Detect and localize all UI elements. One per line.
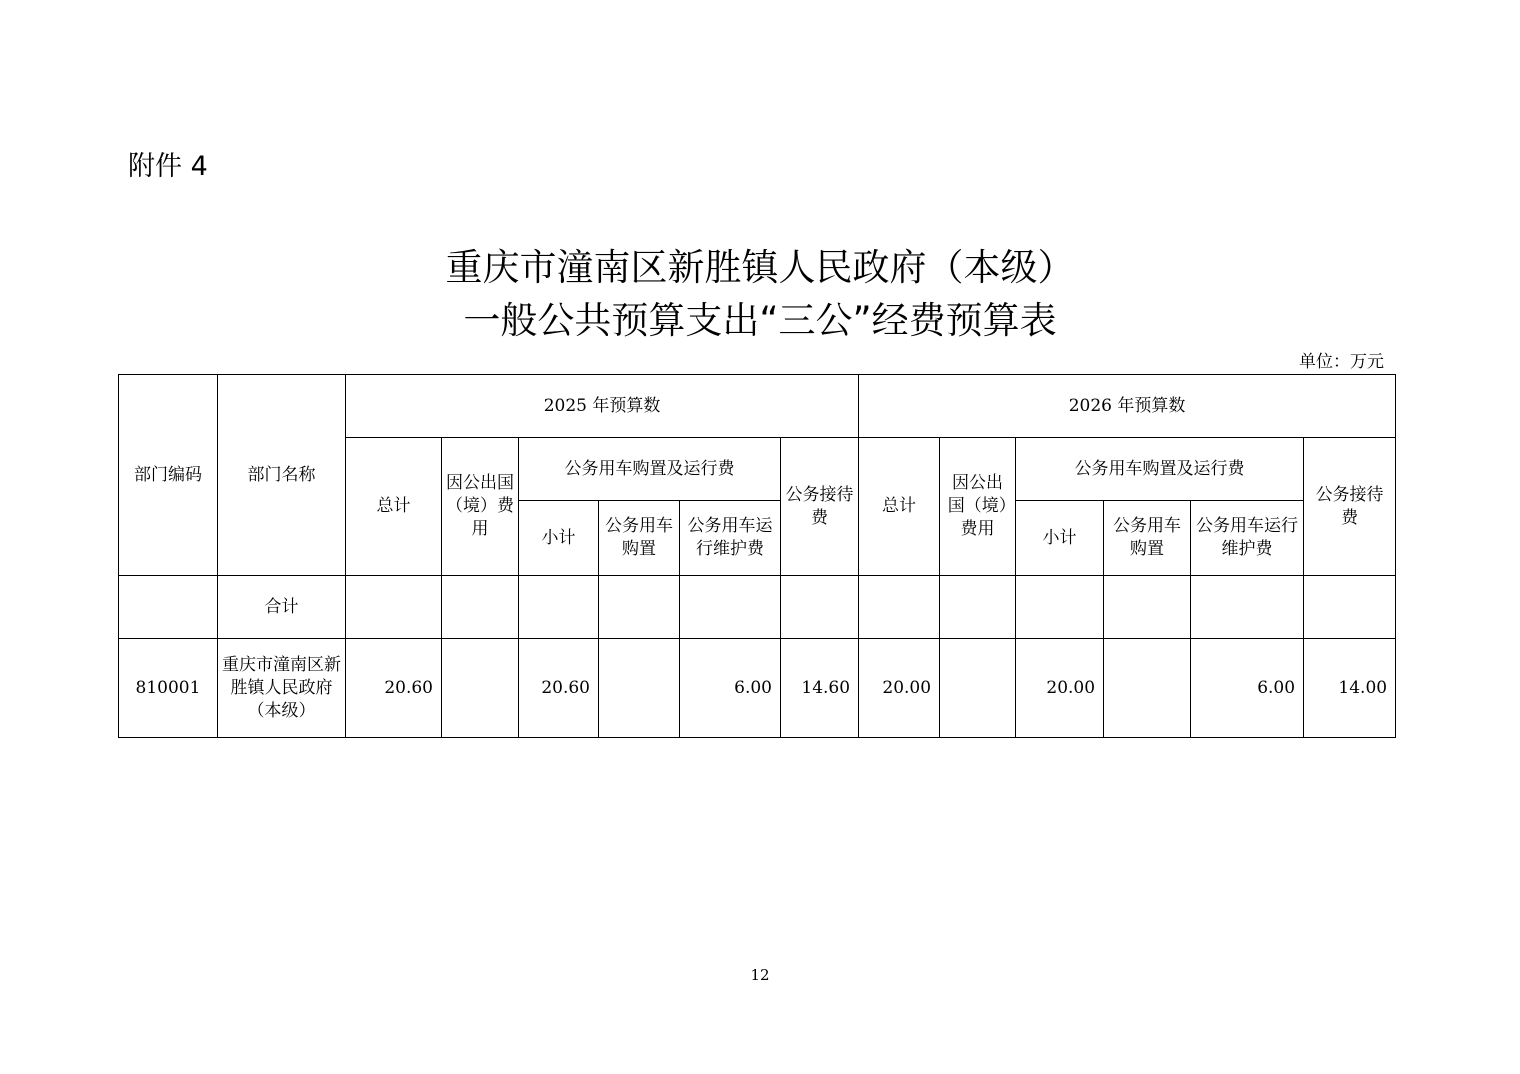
- header-2026-vehicle-purchase: 公务用车购置: [1104, 501, 1191, 576]
- summary-row: [119, 576, 1396, 639]
- header-2025-vehicle-purchase: 公务用车购置: [599, 501, 680, 576]
- summary-cell: [1191, 576, 1304, 639]
- row-2026-reception: 14.00: [1304, 639, 1396, 738]
- header-2026-subtotal: 小计: [1016, 501, 1104, 576]
- header-dept-name: 部门名称: [218, 375, 346, 576]
- row-2026-overseas: [940, 639, 1016, 738]
- table-row: [119, 639, 1396, 738]
- summary-cell: [680, 576, 781, 639]
- header-2025-total: 总计: [346, 438, 442, 576]
- header-row-years: [119, 375, 1396, 438]
- header-2026-overseas: 因公出国（境）费用: [940, 438, 1016, 576]
- header-2026-vehicle-maintenance: 公务用车运行维护费: [1191, 501, 1304, 576]
- header-2026-total: 总计: [859, 438, 940, 576]
- row-dept-name: 重庆市潼南区新胜镇人民政府（本级）: [218, 639, 346, 738]
- budget-table: [118, 374, 1396, 738]
- row-2026-subtotal: 20.00: [1016, 639, 1104, 738]
- summary-cell: [599, 576, 680, 639]
- row-2026-total: 20.00: [859, 639, 940, 738]
- summary-dept-code: [119, 576, 218, 639]
- document-title-line-2: 一般公共预算支出“三公”经费预算表: [463, 299, 1057, 342]
- summary-cell: [442, 576, 519, 639]
- header-2025-overseas: 因公出国（境）费用: [442, 438, 519, 576]
- page-number: 12: [750, 966, 770, 984]
- row-2025-vehicle-maintenance: 6.00: [680, 639, 781, 738]
- summary-cell: [346, 576, 442, 639]
- header-2025-reception: 公务接待费: [781, 438, 859, 576]
- row-2025-vehicle-purchase: [599, 639, 680, 738]
- header-2026-vehicle-group: 公务用车购置及运行费: [1016, 438, 1304, 501]
- attachment-label: 附件 4: [128, 151, 208, 182]
- row-2025-reception: 14.60: [781, 639, 859, 738]
- document-title-line-1: 重庆市潼南区新胜镇人民政府（本级）: [445, 246, 1075, 289]
- row-2026-vehicle-purchase: [1104, 639, 1191, 738]
- header-dept-code: 部门编码: [119, 375, 218, 576]
- summary-cell: [1016, 576, 1104, 639]
- header-year-2026: 2026 年预算数: [859, 375, 1396, 438]
- header-2025-subtotal: 小计: [519, 501, 599, 576]
- summary-cell: [1304, 576, 1396, 639]
- header-year-2025: 2025 年预算数: [346, 375, 859, 438]
- row-2025-overseas: [442, 639, 519, 738]
- summary-cell: [940, 576, 1016, 639]
- summary-cell: [519, 576, 599, 639]
- header-2025-vehicle-maintenance: 公务用车运行维护费: [680, 501, 781, 576]
- header-2026-reception: 公务接待费: [1304, 438, 1396, 576]
- unit-label: 单位：万元: [1299, 352, 1384, 372]
- row-2026-vehicle-maintenance: 6.00: [1191, 639, 1304, 738]
- row-2025-subtotal: 20.60: [519, 639, 599, 738]
- row-dept-code: 810001: [119, 639, 218, 738]
- summary-label: 合计: [218, 576, 346, 639]
- header-2025-vehicle-group: 公务用车购置及运行费: [519, 438, 781, 501]
- summary-cell: [1104, 576, 1191, 639]
- summary-cell: [859, 576, 940, 639]
- row-2025-total: 20.60: [346, 639, 442, 738]
- summary-cell: [781, 576, 859, 639]
